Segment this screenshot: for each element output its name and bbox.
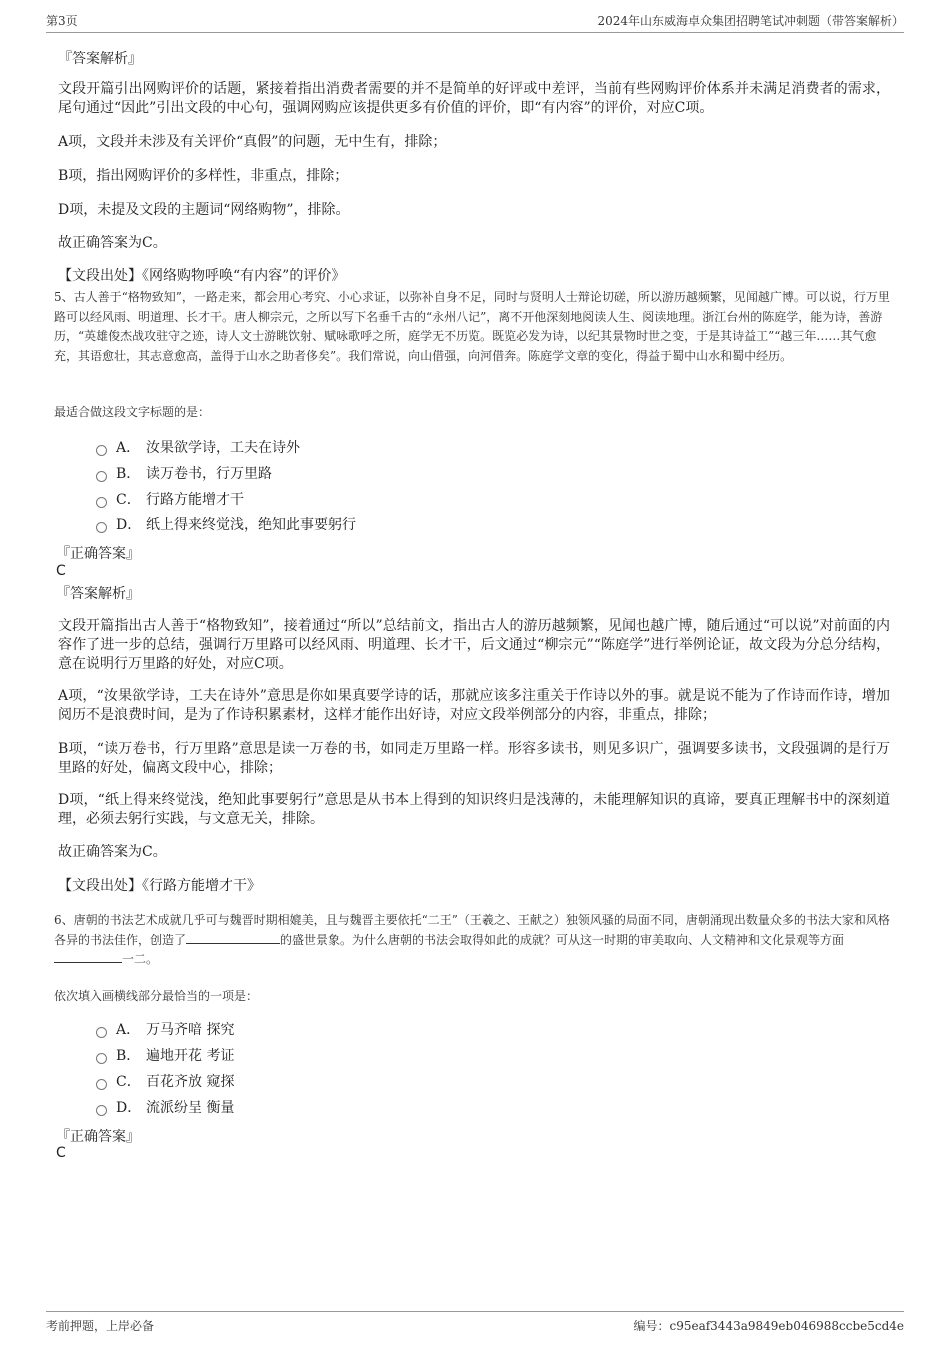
option-text: 行路方能增才干: [146, 492, 244, 508]
option-text: 读万卷书，行万里路: [146, 466, 272, 482]
analysis-paragraph: 文段开篇指出古人善于“格物致知”，接着通过“所以”总结前文，指出古人的游历越频繁，见闻也越广博，随后通过“可以说”对前面的内容作了进一步的总结，强调行万里路可以经风雨、明道理、长才干，后文通过“柳宗元”“陈庭学”进行举例论证，故文段为分总分结构，意在说明行万里路的好处，对应C项。: [58, 618, 890, 672]
question-6-text-part2: 的盛世景象。为什么唐朝的书法会取得如此的成就？可从这一时期的审美取向、人文精神和文化景观等方面: [280, 932, 845, 947]
page-header: [46, 12, 904, 33]
option-letter: B．: [116, 466, 141, 482]
option-letter: C．: [116, 492, 141, 508]
analysis-option-d: D项，未提及文段的主题词“网络购物”，排除。: [58, 202, 350, 218]
source-citation: 【文段出处】《网络购物呼唤“有内容”的评价》: [58, 268, 346, 284]
option-text: 万马齐喑 探究: [146, 1022, 235, 1038]
question-5-option-d[interactable]: [96, 513, 356, 535]
analysis-option-b: B项，“读万卷书，行万里路”意思是读一万卷的书，如同走万里路一样。形容多读书，则见多识广，强调要多读书，文段强调的是行万里路的好处，偏离文段中心，排除；: [58, 741, 890, 776]
radio-button-icon[interactable]: [96, 1053, 107, 1064]
correct-answer: C: [56, 1145, 66, 1161]
radio-button-icon[interactable]: [96, 471, 107, 482]
page-number: 第3页: [46, 14, 78, 28]
analysis-conclusion: 故正确答案为C。: [58, 844, 167, 860]
question-6-text: [54, 911, 894, 970]
question-5-option-a[interactable]: [96, 436, 300, 458]
question-5-option-b[interactable]: [96, 462, 272, 484]
source-citation: 【文段出处】《行路方能增才干》: [58, 878, 261, 894]
analysis-conclusion: 故正确答案为C。: [58, 235, 167, 251]
analysis-option-b: B项，指出网购评价的多样性，非重点，排除；: [58, 168, 349, 184]
radio-button-icon[interactable]: [96, 522, 107, 533]
question-6-option-b[interactable]: [96, 1044, 234, 1066]
analysis-option-d: D项，“纸上得来终觉浅，绝知此事要躬行”意思是从书本上得到的知识终归是浅薄的，未能理解知识的真谛，要真正理解书中的深刻道理，必须去躬行实践，与文意无关，排除。: [58, 792, 890, 827]
document-code: 编号：c95eaf3443a9849eb046988ccbe5cd4e: [633, 1319, 904, 1333]
analysis-option-a: A项，文段并未涉及有关评价“真假”的问题，无中生有，排除；: [58, 134, 447, 150]
question-5-option-c[interactable]: [96, 488, 244, 510]
analysis-option-a: A项，“汝果欲学诗，工夫在诗外”意思是你如果真要学诗的话，那就应该多注重关于作诗以外的事。就是说不能为了作诗而作诗，增加阅历不是浪费时间，是为了作诗积累素材，这样才能作出好诗，对应文段举例部分的内容，非重点，排除；: [58, 688, 890, 723]
question-6-text-part1: 6、唐朝的书法艺术成就几乎可与魏晋时期相媲美，且与魏晋主要依托“二王”（王羲之、王献之）独领风骚的局面不同，唐朝涌现出数量众多的书法大家和风格各异的书法佳作，创造了: [54, 913, 890, 947]
option-letter: D．: [116, 1100, 142, 1116]
question-5-prompt: 最适合做这段文字标题的是：: [54, 405, 211, 419]
option-letter: B．: [116, 1048, 141, 1064]
option-text: 流派纷呈 衡量: [146, 1100, 235, 1116]
option-letter: A．: [116, 440, 141, 456]
question-6-option-a[interactable]: [96, 1018, 234, 1040]
option-text: 百花齐放 窥探: [146, 1074, 235, 1090]
footer-slogan: 考前押题，上岸必备: [46, 1319, 155, 1333]
option-text: 遍地开花 考证: [146, 1048, 235, 1064]
option-letter: D．: [116, 517, 142, 533]
radio-button-icon[interactable]: [96, 1105, 107, 1116]
analysis-paragraph: 文段开篇引出网购评价的话题，紧接着指出消费者需要的并不是简单的好评或中差评，当前有些网购评价体系并未满足消费者的需求，尾句通过“因此”引出文段的中心句，强调网购应该提供更多有价值的评价，即“有内容”的评价，对应C项。: [58, 81, 890, 116]
document-title: 2024年山东威海卓众集团招聘笔试冲刺题（带答案解析）: [597, 14, 904, 28]
option-text: 纸上得来终觉浅，绝知此事要躬行: [146, 517, 356, 533]
radio-button-icon[interactable]: [96, 1079, 107, 1090]
question-6-text-part3: 一二。: [122, 952, 159, 966]
correct-answer-label: 『正确答案』: [56, 1129, 140, 1145]
fill-blank-1: [186, 931, 280, 944]
analysis-label: 『答案解析』: [56, 586, 140, 602]
option-text: 汝果欲学诗，工夫在诗外: [146, 440, 300, 456]
question-5-text: 5、古人善于“格物致知”，一路走来，都会用心考究、小心求证，以弥补自身不足，同时与贤明人士辩论切磋，所以游历越频繁，见闻越广博。可以说，行万里路可以经风雨、明道理、长才干。唐人柳宗元，之所以写下名垂千古的“永州八记”，离不开他深刻地阅读人生、阅读地理。浙江台州的陈庭学，能为诗，善游历，“英雄俊杰战攻驻守之迹，诗人文士游眺饮射、赋咏歌呼之所，庭学无不历览。既览必发为诗，以纪其景物时世之变，于是其诗益工”“越三年……其气愈充，其语愈壮，其志意愈高，盖得于山水之助者侈矣”。我们常说，向山借强，向河借奔。陈庭学文章的变化，得益于蜀中山水和蜀中经历。: [54, 290, 890, 363]
fill-blank-2: [54, 950, 122, 963]
page-footer: [46, 1311, 904, 1336]
option-letter: A．: [116, 1022, 141, 1038]
question-6-option-c[interactable]: [96, 1070, 234, 1092]
radio-button-icon[interactable]: [96, 497, 107, 508]
radio-button-icon[interactable]: [96, 445, 107, 456]
question-6-option-d[interactable]: [96, 1096, 234, 1118]
correct-answer-label: 『正确答案』: [56, 546, 140, 562]
radio-button-icon[interactable]: [96, 1027, 107, 1038]
option-letter: C．: [116, 1074, 141, 1090]
question-6-prompt: 依次填入画横线部分最恰当的一项是：: [54, 989, 259, 1003]
correct-answer: C: [56, 563, 66, 579]
analysis-label: 『答案解析』: [58, 51, 142, 67]
